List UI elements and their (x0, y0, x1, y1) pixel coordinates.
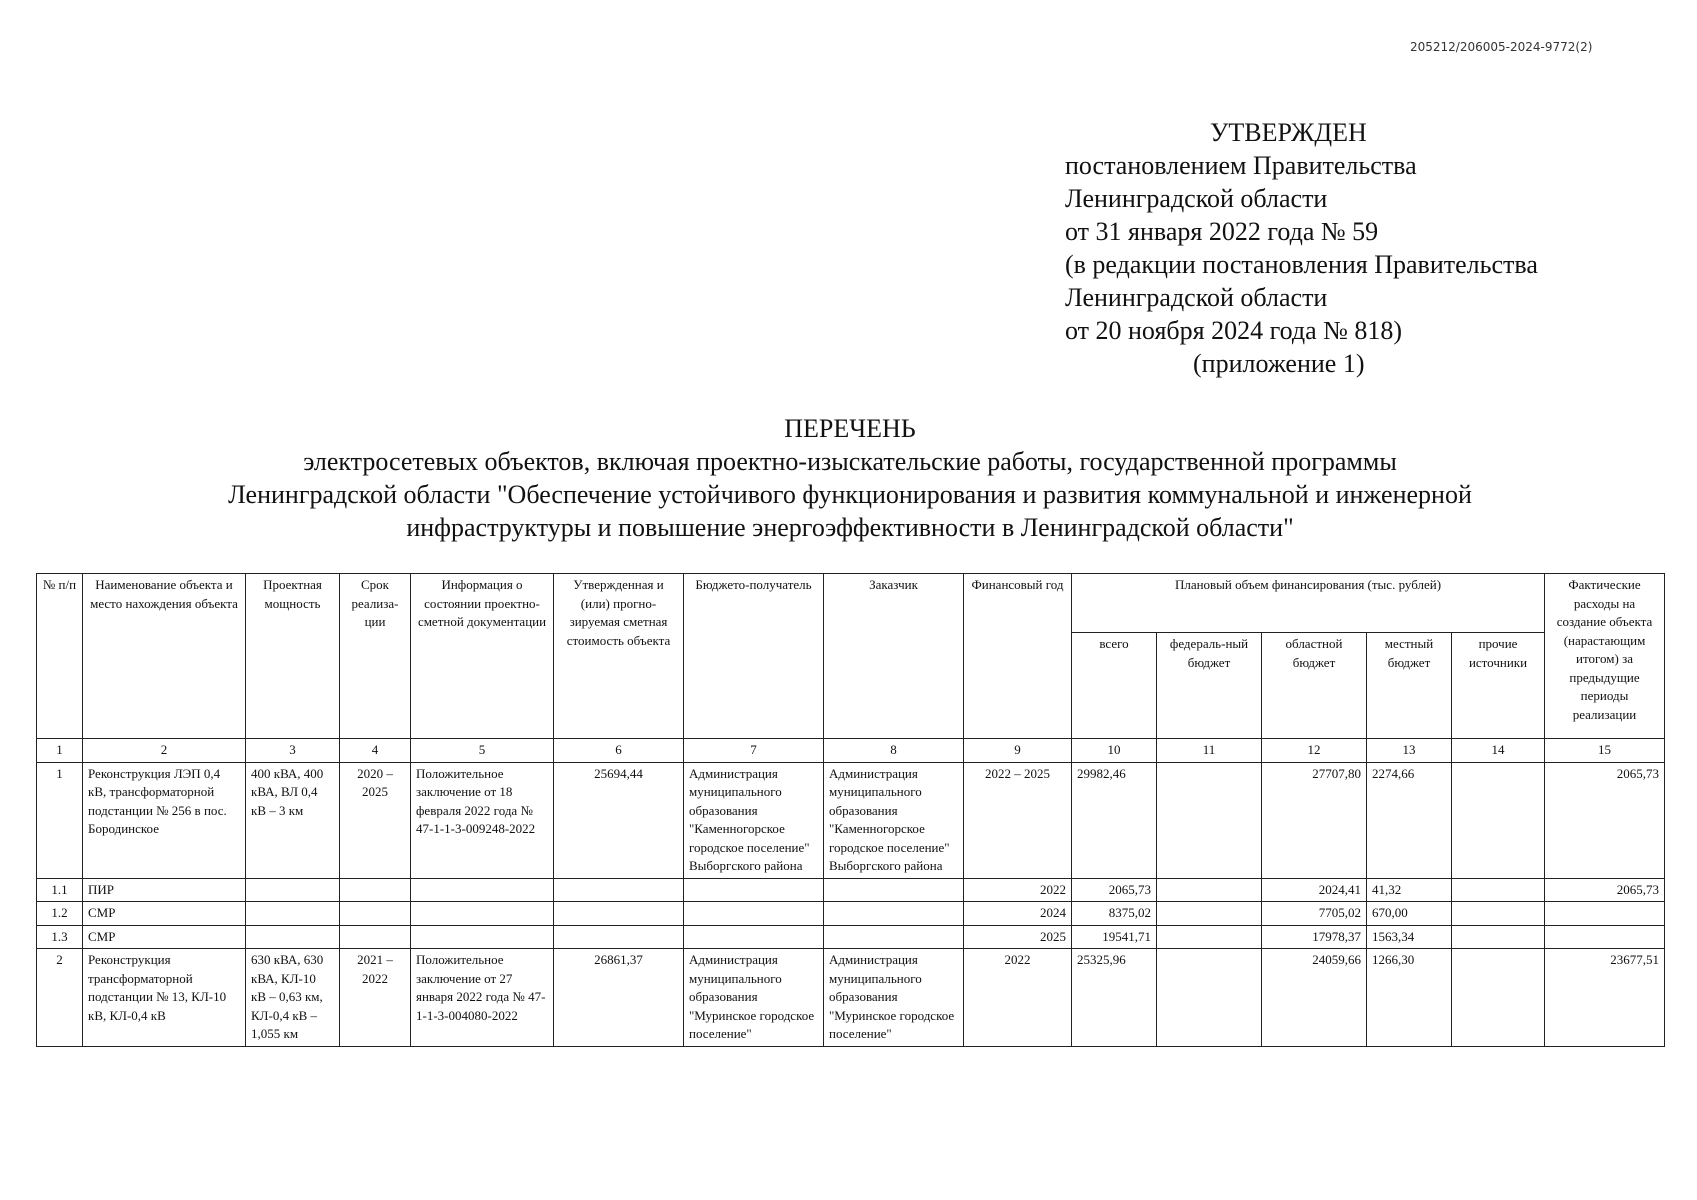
header-term: Срок реализа-ции (340, 574, 411, 739)
header-other: прочие источники (1452, 633, 1545, 739)
cell-recipient (684, 902, 824, 926)
table-row (37, 925, 1665, 949)
cell-total: 29982,46 (1072, 762, 1157, 878)
cell-cost (554, 925, 684, 949)
cell-regional: 27707,80 (1262, 762, 1367, 878)
cell-other (1452, 902, 1545, 926)
header-customer: Заказчик (824, 574, 964, 739)
cell-year: 2022 (964, 878, 1072, 902)
cell-regional: 17978,37 (1262, 925, 1367, 949)
cell-other (1452, 949, 1545, 1047)
cell-federal (1157, 762, 1262, 878)
column-number: 4 (340, 739, 411, 763)
cell-capacity (246, 925, 340, 949)
document-number: 205212/206005-2024-9772(2) (1410, 40, 1593, 54)
document-subtitle-line: электросетевых объектов, включая проектно-изыскательские работы, государственной программы (303, 447, 1397, 476)
cell-psd (411, 925, 554, 949)
cell-n: 1.1 (37, 878, 83, 902)
column-number: 9 (964, 739, 1072, 763)
approval-line: постановлением Правительства (1065, 151, 1417, 180)
table-header-row (37, 574, 1665, 633)
header-federal: федераль-ный бюджет (1157, 633, 1262, 739)
table-row (37, 762, 1665, 878)
cell-psd (411, 878, 554, 902)
cell-name: Реконструкция трансформаторной подстанции № 13, КЛ-10 кВ, КЛ-0,4 кВ (83, 949, 246, 1047)
cell-total: 2065,73 (1072, 878, 1157, 902)
cell-n: 2 (37, 949, 83, 1047)
cell-other (1452, 762, 1545, 878)
cell-customer: Администрация муниципального образования "Муринское городское поселение" (824, 949, 964, 1047)
cell-term (340, 902, 411, 926)
header-psd: Информация о состоянии проектно-сметной документации (411, 574, 554, 739)
header-recipient: Бюджето-получатель (684, 574, 824, 739)
header-total: всего (1072, 633, 1157, 739)
cell-n: 1 (37, 762, 83, 878)
cell-actual: 2065,73 (1545, 762, 1665, 878)
document-subtitle-line: Ленинградской области "Обеспечение устойчивого функционирования и развития коммунальной и инженерной (228, 480, 1472, 509)
cell-local: 2274,66 (1367, 762, 1452, 878)
cell-capacity (246, 902, 340, 926)
cell-term: 2020 – 2025 (340, 762, 411, 878)
cell-customer (824, 878, 964, 902)
cell-year: 2022 – 2025 (964, 762, 1072, 878)
cell-name: ПИР (83, 878, 246, 902)
cell-capacity (246, 878, 340, 902)
cell-federal (1157, 925, 1262, 949)
approval-line: от 20 ноября 2024 года № 818) (1065, 316, 1403, 345)
column-number: 3 (246, 739, 340, 763)
cell-n: 1.2 (37, 902, 83, 926)
column-number-row (37, 739, 1665, 763)
cell-actual: 2065,73 (1545, 878, 1665, 902)
column-number: 14 (1452, 739, 1545, 763)
column-number: 8 (824, 739, 964, 763)
cell-name: СМР (83, 902, 246, 926)
cell-psd: Положительное заключение от 18 февраля 2022 года № 47-1-1-3-009248-2022 (411, 762, 554, 878)
header-local: местный бюджет (1367, 633, 1452, 739)
cell-psd: Положительное заключение от 27 января 2022 года № 47-1-1-3-004080-2022 (411, 949, 554, 1047)
header-name: Наименование объекта и место нахождения объекта (83, 574, 246, 739)
document-heading (80, 412, 1620, 544)
cell-recipient: Администрация муниципального образования "Муринское городское поселение" (684, 949, 824, 1047)
cell-actual (1545, 902, 1665, 926)
document-subtitle-line: инфраструктуры и повышение энергоэффективности в Ленинградской области" (406, 513, 1294, 542)
table-row (37, 949, 1665, 1047)
cell-local: 670,00 (1367, 902, 1452, 926)
cell-name: Реконструкция ЛЭП 0,4 кВ, трансформаторной подстанции № 256 в пос. Бородинское (83, 762, 246, 878)
approval-heading: УТВЕРЖДЕН (1210, 118, 1367, 147)
cell-cost (554, 902, 684, 926)
cell-recipient: Администрация муниципального образования "Каменногорское городское поселение" Выборгского района (684, 762, 824, 878)
cell-capacity: 630 кВА, 630 кВА, КЛ-10 кВ – 0,63 км, КЛ-0,4 кВ – 1,055 км (246, 949, 340, 1047)
cell-name: СМР (83, 925, 246, 949)
column-number: 12 (1262, 739, 1367, 763)
cell-regional: 2024,41 (1262, 878, 1367, 902)
approval-line: Ленинградской области (1065, 283, 1328, 312)
table-row (37, 902, 1665, 926)
approval-line: (в редакции постановления Правительства (1065, 250, 1538, 279)
header-planned: Плановый объем финансирования (тыс. рублей) (1072, 574, 1545, 633)
column-number: 1 (37, 739, 83, 763)
cell-year: 2024 (964, 902, 1072, 926)
column-number: 11 (1157, 739, 1262, 763)
cell-cost: 25694,44 (554, 762, 684, 878)
column-number: 15 (1545, 739, 1665, 763)
column-number: 6 (554, 739, 684, 763)
appendix-label: (приложение 1) (1193, 349, 1365, 378)
column-number: 7 (684, 739, 824, 763)
approval-block (1065, 116, 1625, 380)
cell-n: 1.3 (37, 925, 83, 949)
cell-customer (824, 925, 964, 949)
cell-customer (824, 902, 964, 926)
cell-total: 8375,02 (1072, 902, 1157, 926)
cell-year: 2022 (964, 949, 1072, 1047)
header-actual: Фактические расходы на создание объекта (нарастающим итогом) за предыдущие периоды реализации (1545, 574, 1665, 739)
header-year: Финансовый год (964, 574, 1072, 739)
approval-line: Ленинградской области (1065, 184, 1328, 213)
cell-local: 1266,30 (1367, 949, 1452, 1047)
header-cost: Утвержденная и (или) прогно-зируемая сметная стоимость объекта (554, 574, 684, 739)
column-number: 10 (1072, 739, 1157, 763)
cell-regional: 7705,02 (1262, 902, 1367, 926)
column-number: 5 (411, 739, 554, 763)
cell-local: 1563,34 (1367, 925, 1452, 949)
cell-federal (1157, 949, 1262, 1047)
cell-federal (1157, 878, 1262, 902)
cell-recipient (684, 925, 824, 949)
header-n: № п/п (37, 574, 83, 739)
approval-line: от 31 января 2022 года № 59 (1065, 217, 1379, 246)
cell-capacity: 400 кВА, 400 кВА, ВЛ 0,4 кВ – 3 км (246, 762, 340, 878)
cell-psd (411, 902, 554, 926)
objects-table (36, 573, 1665, 1047)
column-number: 13 (1367, 739, 1452, 763)
column-number: 2 (83, 739, 246, 763)
cell-term: 2021 – 2022 (340, 949, 411, 1047)
header-regional: областной бюджет (1262, 633, 1367, 739)
cell-local: 41,32 (1367, 878, 1452, 902)
cell-total: 25325,96 (1072, 949, 1157, 1047)
cell-other (1452, 878, 1545, 902)
cell-actual: 23677,51 (1545, 949, 1665, 1047)
cell-term (340, 925, 411, 949)
header-capacity: Проектная мощность (246, 574, 340, 739)
cell-federal (1157, 902, 1262, 926)
cell-regional: 24059,66 (1262, 949, 1367, 1047)
cell-cost (554, 878, 684, 902)
cell-other (1452, 925, 1545, 949)
cell-term (340, 878, 411, 902)
cell-total: 19541,71 (1072, 925, 1157, 949)
cell-recipient (684, 878, 824, 902)
cell-cost: 26861,37 (554, 949, 684, 1047)
cell-customer: Администрация муниципального образования "Каменногорское городское поселение" Выборгского района (824, 762, 964, 878)
table-row (37, 878, 1665, 902)
cell-year: 2025 (964, 925, 1072, 949)
cell-actual (1545, 925, 1665, 949)
document-title: ПЕРЕЧЕНЬ (784, 414, 916, 443)
